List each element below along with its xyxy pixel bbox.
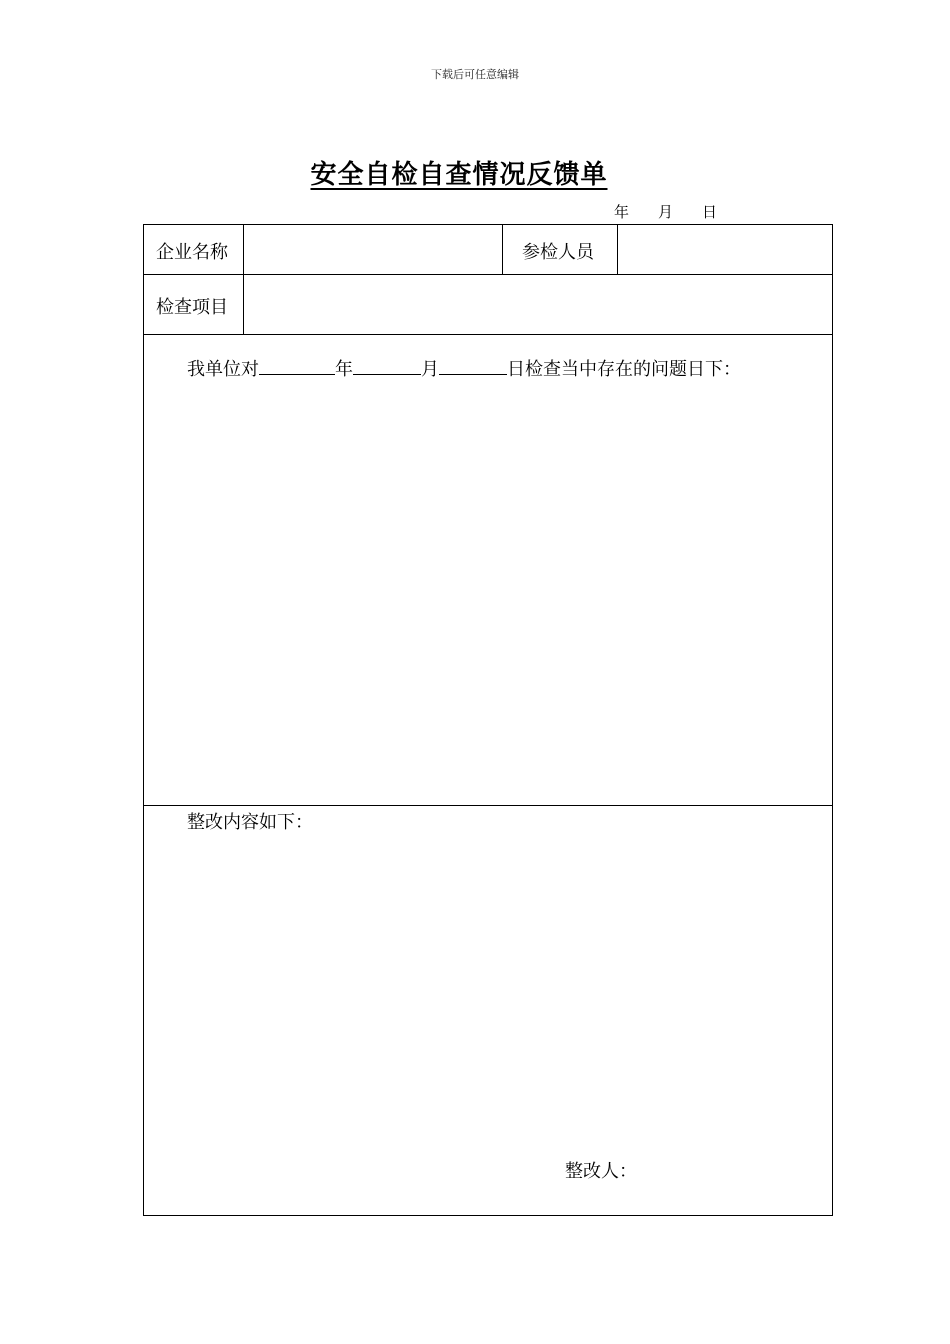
- inspection-items-label: 检查项目: [156, 297, 228, 318]
- row-divider: [144, 805, 832, 806]
- statement-suffix: 日检查当中存在的问题日下：: [507, 359, 741, 380]
- column-divider: [617, 225, 618, 274]
- year-blank[interactable]: [259, 356, 335, 375]
- row-divider: [144, 274, 832, 275]
- inspection-items-field[interactable]: [245, 276, 831, 333]
- date-day-label: 日: [702, 203, 718, 221]
- issues-field[interactable]: [187, 395, 817, 795]
- date-year-label: 年: [614, 203, 630, 221]
- date-month-label: 月: [658, 203, 674, 221]
- inspectors-field[interactable]: [619, 226, 831, 273]
- column-divider: [502, 225, 503, 274]
- inspection-statement: [187, 355, 741, 381]
- company-name-label: 企业名称: [156, 242, 228, 263]
- page-title: 安全自检自查情况反馈单: [310, 160, 608, 190]
- statement-month: 月: [421, 359, 439, 380]
- column-divider: [243, 225, 244, 334]
- header-note: 下载后可任意编辑: [431, 68, 519, 81]
- statement-year: 年: [335, 359, 353, 380]
- company-name-field[interactable]: [245, 226, 501, 273]
- feedback-form: [143, 224, 833, 1216]
- row-divider: [144, 334, 832, 335]
- rectification-heading: 整改内容如下：: [187, 812, 313, 833]
- month-blank[interactable]: [353, 356, 421, 375]
- date-line: [614, 201, 717, 222]
- inspectors-label: 参检人员: [522, 242, 594, 263]
- rectification-field[interactable]: [187, 845, 817, 1145]
- day-blank[interactable]: [439, 356, 507, 375]
- rectifier-label: 整改人：: [565, 1161, 637, 1182]
- statement-prefix: 我单位对: [187, 359, 259, 380]
